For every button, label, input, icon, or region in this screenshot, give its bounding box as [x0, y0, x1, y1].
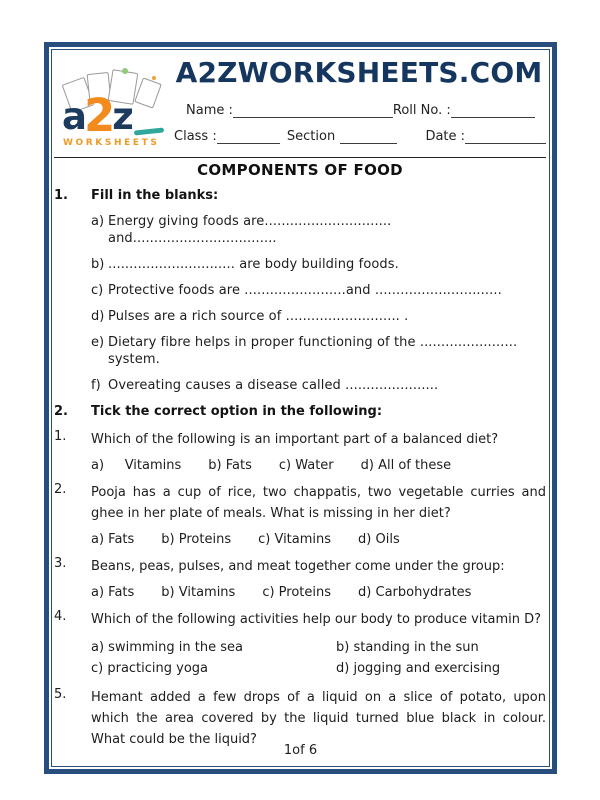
class-section-date-row — [172, 124, 546, 144]
option: b) Vitamins — [161, 585, 236, 600]
fill-blank-item — [91, 334, 546, 368]
option: c) practicing yoga — [91, 661, 209, 676]
fill-blank-item — [91, 377, 546, 394]
section1-heading — [54, 187, 546, 204]
question-number: 2. — [54, 482, 67, 497]
class-label: Class : — [174, 129, 217, 144]
blank-text: Energy giving foods are.............................. and.................................. — [108, 214, 392, 246]
question-number: 3. — [54, 556, 67, 571]
question-text: Beans, peas, pulses, and meat together come under the group: — [91, 559, 505, 574]
option: c) Proteins — [262, 585, 332, 600]
name-blank-line — [233, 104, 393, 118]
section1-title: Fill in the blanks: — [91, 188, 219, 203]
logo-letter-a: a — [62, 95, 84, 138]
blank-letter: b) — [91, 257, 105, 272]
options-grid — [91, 637, 546, 679]
blank-text: Pulses are a rich source of ........................... . — [108, 309, 409, 324]
option: c) Water — [278, 458, 334, 473]
option: a) Fats — [91, 585, 135, 600]
blank-letter: c) — [91, 283, 104, 298]
blank-letter: e) — [91, 335, 105, 350]
worksheet-title: COMPONENTS OF FOOD — [197, 161, 403, 179]
option: c) Vitamins — [258, 532, 332, 547]
question-body — [91, 556, 546, 601]
fill-blank-item — [91, 256, 546, 273]
option: a) Fats — [91, 532, 135, 547]
question-body — [91, 482, 546, 548]
question-text: Pooja has a cup of rice, two chappatis, two vegetable curries and ghee in her plate of meals. What is missing in her diet? — [91, 485, 546, 521]
name-label: Name : — [186, 103, 233, 118]
header — [54, 54, 546, 150]
option: d) jogging and exercising — [336, 661, 501, 676]
page-border-inner-line — [51, 49, 550, 767]
site-title: A2ZWORKSHEETS.COM — [175, 56, 543, 89]
date-label: Date : — [425, 129, 466, 144]
blank-text: Overeating causes a disease called ...................... — [108, 378, 439, 393]
options-row — [91, 531, 546, 548]
option: a) Vitamins — [91, 458, 182, 473]
roll-blank-line — [451, 104, 535, 118]
fill-blank-item — [91, 282, 546, 299]
blank-text: Protective foods are ........................and .............................. — [108, 283, 502, 298]
blank-letter: d) — [91, 309, 105, 324]
question-body — [91, 609, 546, 679]
logo-swoosh-icon — [134, 127, 164, 135]
section-blank-line — [340, 130, 397, 144]
options-row — [91, 584, 546, 601]
fill-blank-item — [91, 213, 546, 247]
page-border-frame — [44, 42, 557, 774]
section1-number: 1. — [54, 188, 68, 203]
blank-letter: a) — [91, 214, 105, 229]
name-roll-row — [172, 98, 546, 118]
option: b) standing in the sun — [336, 640, 479, 655]
logo-paper-icon — [134, 77, 162, 108]
section2-number: 2. — [54, 404, 68, 419]
page-number: 1of 6 — [283, 743, 318, 758]
question-number: 5. — [54, 687, 67, 702]
page-content — [52, 50, 549, 766]
question-text: Hemant added a few drops of a liquid on a slice of potato, upon which the area covered by the liquid turned blue black in colour. What could be the liquid? — [91, 690, 546, 747]
header-divider — [54, 157, 546, 158]
option: d) All of these — [360, 458, 452, 473]
question-number: 4. — [54, 609, 67, 624]
question-body — [91, 429, 546, 474]
fill-blank-item — [91, 308, 546, 325]
mcq-question-1 — [54, 429, 546, 474]
option: a) swimming in the sea — [91, 640, 243, 655]
logo-letter-z: z — [112, 95, 131, 138]
option: d) Carbohydrates — [358, 585, 472, 600]
option: b) Fats — [208, 458, 252, 473]
logo-letters — [62, 89, 131, 142]
question-text: Which of the following is an important part of a balanced diet? — [91, 432, 499, 447]
option: d) Oils — [358, 532, 400, 547]
class-blank-line — [217, 130, 280, 144]
logo-letter-2: 2 — [83, 89, 113, 142]
option: b) Proteins — [161, 532, 232, 547]
question-number: 1. — [54, 429, 67, 444]
header-right — [172, 54, 546, 144]
blank-letter: f) — [91, 378, 101, 393]
mcq-question-2 — [54, 482, 546, 548]
roll-label: Roll No. : — [392, 103, 451, 118]
logo-dot-icon — [152, 76, 156, 80]
logo-leaf-icon — [122, 68, 128, 74]
a2z-worksheets-logo — [60, 70, 172, 148]
section-label: Section — [286, 129, 336, 144]
mcq-question-3 — [54, 556, 546, 601]
mcq-question-4 — [54, 609, 546, 679]
question-text: Which of the following activities help our body to produce vitamin D? — [91, 612, 541, 627]
section2-heading — [54, 403, 546, 420]
blank-text: Dietary fibre helps in proper functioning of the ....................... system. — [108, 335, 518, 367]
blank-text: .............................. are body building foods. — [108, 257, 399, 272]
logo-worksheets-text: WORKSHEETS — [63, 138, 160, 148]
question-body — [91, 687, 546, 750]
options-row — [91, 457, 546, 474]
section2-title: Tick the correct option in the following: — [91, 404, 383, 419]
mcq-question-5 — [54, 687, 546, 750]
date-blank-line — [465, 130, 546, 144]
